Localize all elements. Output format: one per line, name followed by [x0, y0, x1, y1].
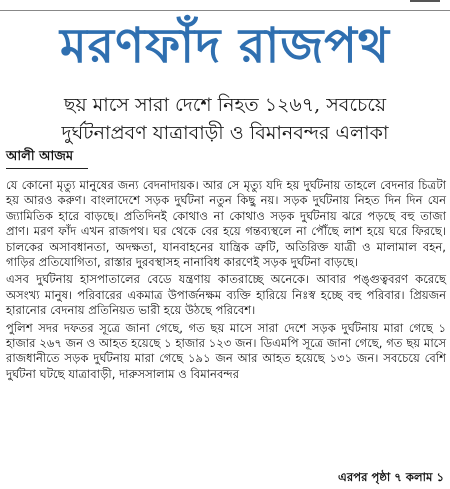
subheadline-line-2: দুর্ঘটনাপ্রবণ যাত্রাবাড়ী ও বিমানবন্দর এলাকা [61, 122, 389, 144]
top-border-line [0, 0, 450, 11]
article-body [6, 178, 446, 384]
headline: মরণফাঁদ রাজপথ [60, 18, 390, 74]
paragraph-2: এসব দুর্ঘটনায় হাসপাতালের বেডে যন্ত্রণায় কাতরাচ্ছে অনেকে। আবার পঙ্গুত্ববরণ করেছে অসংখ্য মানুষ। পরিবারের একমাত্র উপার্জনক্ষম ব্যক্তি হারিয়ে নিঃস্ব হচ্ছে বহু পরিবার। প্রিয়জন হারানোর বেদনায় প্রতিনিয়ত ভারী হয়ে উঠছে পরিবেশ। [6, 272, 446, 318]
subheadline-line-1: ছয় মাসে সারা দেশে নিহত ১২৬৭, সবচেয়ে [63, 94, 387, 116]
byline: আলী আজম [6, 149, 74, 164]
top-edge-mark [410, 0, 440, 2]
continuation-note: এরপর পৃষ্ঠা ৭ কলাম ১ [332, 470, 444, 485]
paragraph-1: যে কোনো মৃত্যু মানুষের জন্য বেদনাদায়ক। আর সে মৃত্যু যদি হয় দুর্ঘটনায় তাহলে বেদনার চিত্রটা হয় আরও করুণ। বাংলাদেশে সড়ক দুর্ঘটনা নতুন কিছু নয়। সড়ক দুর্ঘটনায় নিহত দিন দিন যেন জ্যামিতিক হারে বাড়ছে। প্রতিদিনই কোথাও না কোথাও সড়ক দুর্ঘটনায় ঝরে পড়ছে বহু তাজা প্রাণ। মরণ ফাঁদ এখন রাজপথ। ঘর থেকে বের হয়ে গন্তব্যস্থলে না পৌঁছে লাশ হয়ে ঘরে ফিরছে। চালকের অসাবধানতা, অদক্ষতা, যানবাহনের যান্ত্রিক ত্রুটি, অতিরিক্ত যাত্রী ও মালামাল বহন, গাড়ির প্রতিযোগিতা, রাস্তার দুরবস্থাসহ নানাবিধ কারণেই সড়ক দুর্ঘটনা বাড়ছে। [6, 178, 446, 270]
paragraph-3: পুলিশ সদর দফতর সূত্রে জানা গেছে, গত ছয় মাসে সারা দেশে সড়ক দুর্ঘটনায় মারা গেছে ১ হাজার ২৬৭ জন ও আহত হয়েছে ১ হাজার ১২৩ জন। ডিএমপি সূত্রে জানা গেছে, গত ছয় মাসে রাজধানীতে সড়ক দুর্ঘটনায় মারা গেছে ১৯১ জন আর আহত হয়েছে ১৩১ জন। সবচেয়ে বেশি দুর্ঘটনা ঘটছে যাত্রাবাড়ী, দারুসসালাম ও বিমানবন্দর [6, 320, 446, 381]
byline-underline [6, 168, 88, 169]
